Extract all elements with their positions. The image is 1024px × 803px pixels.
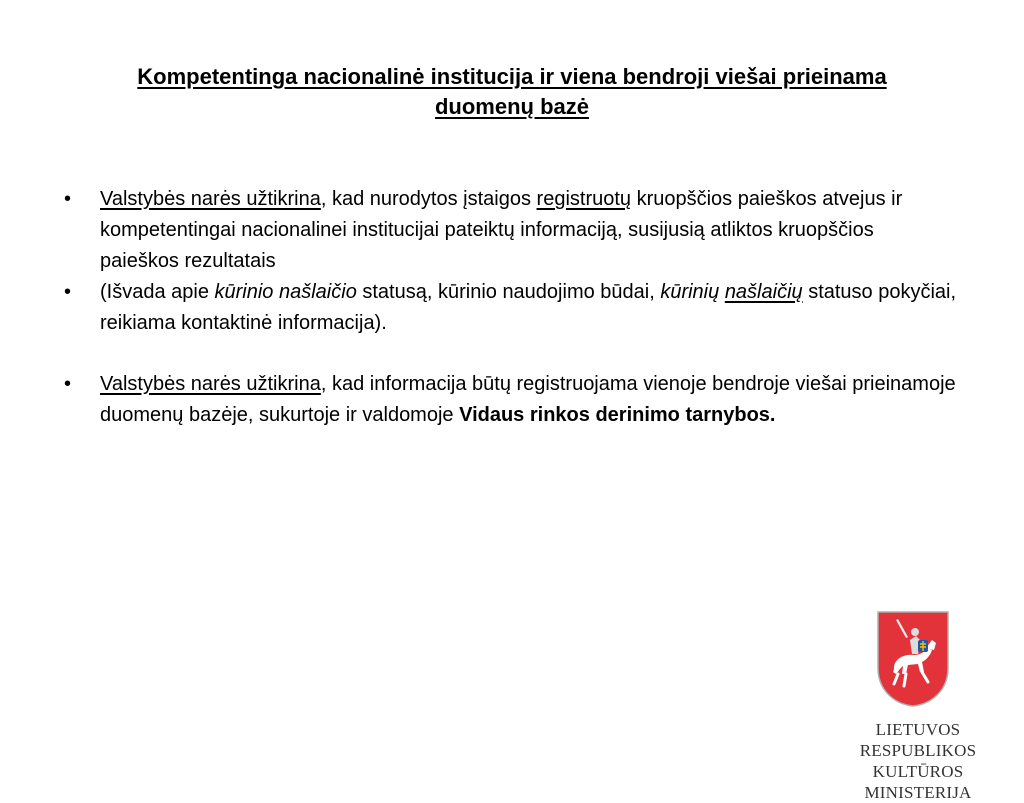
bullet-item [58, 277, 958, 339]
bullet-text: kruopščios paieškos atvejus ir kompetentingai nacionalinei institucijai pateiktų informaciją, susijusią atliktos kruopščios paieškos rezultatais [100, 188, 903, 272]
bullet-dot: • [64, 188, 72, 210]
ministry-line-2: KULTŪROS MINISTERIJA [864, 762, 972, 802]
bullet-text-italic: kūrinių [660, 281, 720, 303]
bullet-item [58, 184, 958, 277]
bullet-dot: • [64, 281, 72, 303]
bullet-text: statusą, kūrinio naudojimo būdai, [356, 281, 661, 303]
slide-title: Kompetentinga nacionalinė institucija ir viena bendroji viešai prieinama duomenų bazė [137, 64, 887, 119]
lithuanian-coat-of-arms-icon [876, 610, 950, 708]
bullet-text: (Išvada apie [100, 281, 215, 303]
bullet-item [58, 369, 958, 431]
bullet-text-italic: kūrinio našlaičio [214, 281, 357, 303]
bullet-text-underlined: Valstybės narės užtikrina [100, 188, 321, 210]
bullet-text-underlined: Valstybės narės užtikrina [100, 373, 321, 395]
bullet-text: , kad nurodytos įstaigos [320, 188, 537, 210]
bullet-text-bold: Vidaus rinkos derinimo tarnybos. [459, 404, 776, 426]
bullet-text: statuso pokyčiai, reikiama kontaktinė informacija). [100, 281, 957, 334]
ministry-line-1: LIETUVOS RESPUBLIKOS [859, 720, 977, 760]
bullet-list [58, 184, 958, 431]
bullet-text-underlined: registruotų [536, 188, 632, 210]
ministry-logo-text [818, 719, 1018, 803]
bullet-text: , kad informacija būtų registruojama vienoje bendroje viešai prieinamoje duomenų bazėje, sukurtoje ir valdomoje [100, 373, 956, 426]
bullet-text-italic-underlined: našlaičių [724, 281, 803, 303]
bullet-dot: • [64, 373, 72, 395]
